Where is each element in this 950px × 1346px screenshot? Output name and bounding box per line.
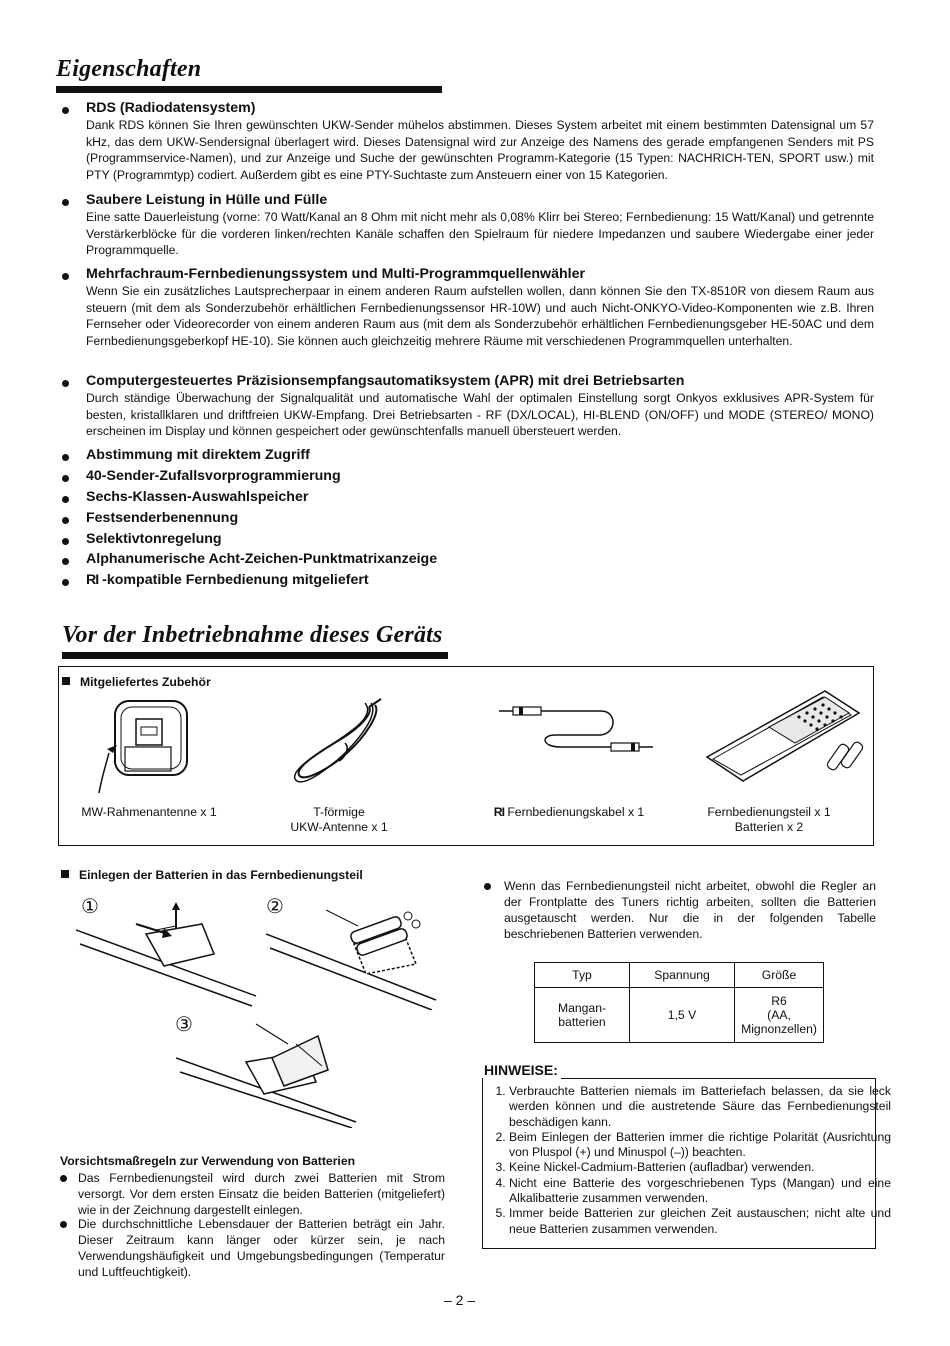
accessories-heading: Mitgeliefertes Zubehör [62,675,211,689]
feature-short-3 [62,489,308,506]
feature-short-1 [62,447,310,464]
feature-leistung [62,192,874,259]
ri-logo-icon: RI [493,805,504,819]
hinweise-list [483,1084,891,1237]
feature-rds [62,100,874,183]
feature-mehrfachraum [62,266,874,349]
precaution-item-2: Die durchschnittliche Lebensdauer der Batterien beträgt ein Jahr. Dieser Zeitraum kann länger oder kürzer sein, je nach Verwendungshäufigkeit und Umgebungsbedingungen (Temperatur und Luftfeuchtigkeit). [60,1216,445,1280]
step-3-number: ③ [175,1014,193,1036]
feature-short-ri [62,572,369,589]
battery-insertion-heading: Einlegen der Batterien in das Fernbedienungsteil [61,868,363,882]
bullet [62,517,69,524]
feature-short-label: Sechs-Klassen-Auswahlspeicher [86,489,309,505]
feature-title: Mehrfachraum-Fernbedienungssystem und Multi-Programmquellenwähler [86,266,586,282]
bullet [484,883,491,890]
ri-cable-icon [491,699,671,759]
feature-title: Computergesteuertes Präzisionsempfangsautomatiksystem (APR) mit drei Betriebsarten [86,373,685,389]
feature-short-2 [62,468,341,485]
feature-short-label: Festsenderbenennung [86,510,239,526]
square-bullet-icon [62,677,70,685]
bullet [60,1221,67,1228]
feature-short-label: 40-Sender-Zufallsvorprogrammierung [86,468,341,484]
bullet [62,380,69,387]
accessory-caption-fm-antenna: T-förmige UKW-Antenne x 1 [290,805,388,834]
page-number: – 2 – [444,1292,476,1308]
table-row [535,988,824,1043]
bullet [62,273,69,280]
battery-table [534,962,824,1043]
battery-step-1-icon [76,900,266,1010]
hinweise-title: HINWEISE: [484,1062,558,1078]
feature-title: Saubere Leistung in Hülle und Fülle [86,192,328,208]
bullet [62,558,69,565]
accessory-caption-remote: Fernbedienungsteil x 1 Batterien x 2 [707,805,831,834]
bullet [62,454,69,461]
hinweis-item: 1. Verbrauchte Batterien niemals im Batteriefach belassen, da sie leck werden können und die austretende Säure das Fernbedienungsteil beschädigen kann. [509,1084,891,1130]
table-cell-spannung: 1,5 V [630,988,735,1043]
section-rule [56,86,442,93]
accessory-caption-ri-cable: RI Fernbedienungskabel x 1 [493,805,645,819]
hinweise-box [482,1078,891,1249]
feature-short-label: Alphanumerische Acht-Zeichen-Punktmatrixanzeige [86,551,438,567]
bullet [62,496,69,503]
am-loop-antenna-icon [95,697,195,797]
feature-body: Eine satte Dauerleistung (vorne: 70 Watt/Kanal an 8 Ohm mit nicht mehr als 0,08% Klirr bei Stereo; Fernbedienung: 15 Watt/Kanal) und getrennte Verstärkerblöcke für die vorderen linken/rechten Kanäle schaffen den Spielraum für niedere Impedanzen und saubere Wiedergabe einer jeder Programmquelle. [86,210,874,257]
hinweis-item: 4. Nicht eine Batterie des vorgeschriebenen Typs (Mangan) und eine Alkalibatterie zusammen verwenden. [509,1176,891,1207]
table-header-cell: Größe [735,963,824,988]
feature-short-label: Abstimmung mit direktem Zugriff [86,447,310,463]
feature-short-4 [62,510,238,527]
section-title-eigenschaften: Eigenschaften [56,56,202,82]
precautions-title: Vorsichtsmaßregeln zur Verwendung von Batterien [60,1154,356,1168]
table-header-cell: Spannung [630,963,735,988]
feature-title: RDS (Radiodatensystem) [86,100,256,116]
bullet [62,199,69,206]
bullet [62,579,69,586]
feature-apr [62,373,874,440]
step-2-number: ② [266,896,284,918]
feature-body: Durch ständige Überwachung der Signalqualität und automatische Wahl der optimalen Einstellung sorgt Onkyos exklusives APR-System für besten, kristallklaren und driftfreien UKW-Empfang. Drei Betriebsarten - RF (DX/LOCAL), HI-BLEND (ON/OFF) und MODE (STEREO/ MONO) erscheinen im Display und können gespeichert oder gewünschtenfalls manuell übersteuert werden. [86,391,874,438]
accessory-caption-am-antenna: MW-Rahmenantenne x 1 [81,805,217,819]
feature-short-5 [62,531,222,548]
hinweis-item: 5. Immer beide Batterien zur gleichen Zeit austauschen; nicht alte und neue Batterien zusammen verwenden. [509,1206,891,1237]
battery-step-3-icon [176,1018,376,1128]
feature-short-label: -kompatible Fernbedienung mitgeliefert [102,572,369,588]
table-cell-groesse: R6 (AA, Mignonzellen) [735,988,824,1043]
remote-control-icon [699,683,869,793]
step-1-number: ① [81,896,99,918]
table-header-row [535,963,824,988]
feature-short-label: Selektivtonregelung [86,531,222,547]
feature-body: Dank RDS können Sie Ihren gewünschten UKW-Sender mühelos abstimmen. Dieses System arbeitet mit einem bestimmten Datensignal um 57 kHz, das dem UKW-Sendersignal überlagert wird. Dieses Datensignal wird zur Anzeige des Namens des gerade empfangenen Senders mit PS (Programmservice-Namen), und zur Anzeige und Suche der gewünschten Programm-Kategorie (15 Typen: NACHRICH-TEN, SPORT usw.) mit PTY (Programmtyp) codiert. Außerdem gibt es eine PTY-Suchtaste zum Ansteuern einer von 15 Kategorien. [86,118,874,182]
bullet [60,1175,67,1182]
bullet [62,107,69,114]
square-bullet-icon [61,870,69,878]
table-header-cell: Typ [535,963,630,988]
section-rule [62,652,448,659]
precaution-item-1: Das Fernbedienungsteil wird durch zwei Batterien mit Strom versorgt. Vor dem ersten Einsatz die beiden Batterien (mitgeliefert) wie in der Zeichnung dargestellt einlegen. [60,1170,445,1218]
bullet [62,538,69,545]
fm-antenna-icon [285,697,395,797]
hinweis-item: 3. Keine Nickel-Cadmium-Batterien (aufladbar) verwenden. [509,1160,891,1175]
battery-replacement-note: Wenn das Fernbedienungsteil nicht arbeitet, obwohl die Regler an der Frontplatte des Tuners richtig arbeiten, sollten die Batterien ausgetauscht werden. Nur die in der folgenden Tabelle beschriebenen Batterien verwenden. [484,878,876,942]
hinweise-top-rule [561,1078,875,1079]
battery-step-2-icon [266,900,446,1010]
hinweis-item: 2. Beim Einlegen der Batterien immer die richtige Polarität (Ausrichtung von Pluspol (+) und Minuspol (–)) beachten. [509,1130,891,1161]
accessories-box [58,666,874,846]
table-cell-typ: Mangan- batterien [535,988,630,1043]
section-title-inbetriebnahme: Vor der Inbetriebnahme dieses Geräts [62,622,443,648]
feature-body: Wenn Sie ein zusätzliches Lautsprecherpaar in einem anderen Raum aufstellen wollen, dann können Sie den TX-8510R von diesem Raum aus steuern (mit dem als Sonderzubehör erhältlichen Fernbedienungssensor HR-10W) und auch Nicht-ONKYO-Video-Komponenten wie z.B. Ihren Fernseher oder Videorecorder von einem anderen Raum aus (mit dem als Sonderzubehör erhältlichen Fernbedienungsgeber HE-50AC und dem Fernbedienungsgeberkopf HE-10). Sie können auch gleichzeitig mehrere Räume mit verschiedenen Programmquellen unterhalten. [86,284,874,348]
ri-logo-icon: RI [86,572,99,588]
feature-short-6 [62,551,437,568]
bullet [62,475,69,482]
